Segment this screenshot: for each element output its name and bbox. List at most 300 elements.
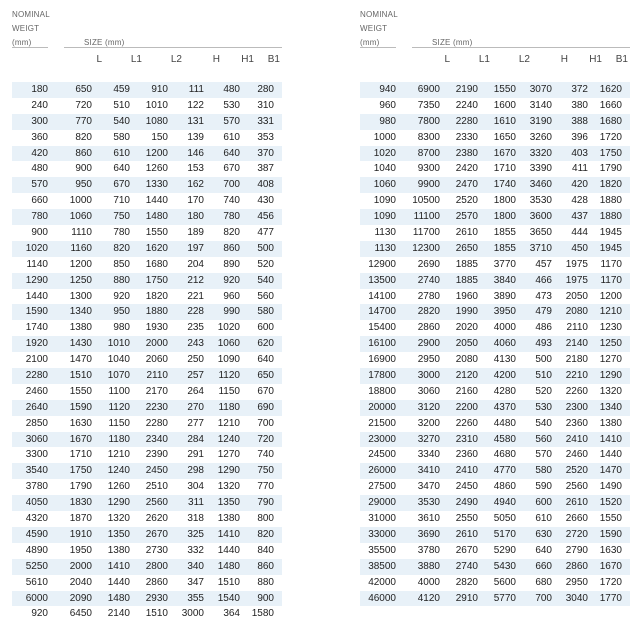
h1-cell: 480 [223,84,240,95]
h1-cell: 450 [571,242,588,254]
l1-cell: 1070 [107,370,130,382]
b1-cell: 280 [257,84,274,95]
l1-cell: 1990 [455,306,478,318]
l2-cell: 1800 [493,211,516,223]
table-body [12,82,282,622]
b1-cell: 1270 [599,354,622,366]
b1-cell: 650 [257,370,274,382]
l2-cell: 1710 [493,163,516,175]
l-cell: 900 [75,163,92,175]
l1-cell: 2550 [455,513,478,525]
l2-cell: 4940 [493,497,516,509]
h-cell: 500 [535,354,552,366]
h1-cell: 740 [223,195,240,207]
b1-cell: 820 [257,528,274,540]
h-cell: 466 [535,274,552,286]
h1-cell: 2300 [565,401,588,413]
nominal-weight-cell: 1920 [25,338,48,350]
b1-cell: 1170 [600,258,622,270]
h-cell: 640 [535,544,552,556]
h1-cell: 444 [571,227,588,239]
l-cell: 2040 [69,576,92,588]
b1-cell: 1230 [599,322,622,334]
l1-cell: 2020 [455,322,478,334]
table-row [12,384,282,400]
table-row [360,384,630,400]
table-row [12,289,282,305]
l2-cell: 4280 [493,385,516,397]
table-row [12,161,282,177]
h-cell: 700 [535,592,552,604]
table-row [360,209,630,225]
l-cell: 1340 [69,306,92,318]
l1-cell: 2650 [455,242,478,254]
h1-cell: 411 [572,163,588,175]
table-row [12,209,282,225]
table-row [12,273,282,289]
l1-cell: 1440 [107,576,130,588]
h-cell: 153 [187,163,204,175]
b1-cell: 1340 [599,401,622,413]
table-row [12,241,282,257]
l1-cell: 1410 [107,560,130,572]
b1-cell: 1720 [599,131,622,143]
table-row [12,146,282,162]
header-rule [12,47,48,48]
h-cell: 3070 [529,84,552,95]
table-row [360,225,630,241]
h-cell: 311 [188,497,204,509]
table-row [360,416,630,432]
l2-cell: 1440 [145,195,168,207]
h1-cell: 1975 [565,274,588,286]
h-cell: 3000 [181,608,204,620]
h1-cell: 700 [223,179,240,191]
l1-cell: 750 [113,211,130,223]
table-row [360,257,630,273]
l-cell: 3470 [417,481,440,493]
l-cell: 2820 [417,306,440,318]
nominal-weight-cell: 29000 [368,497,396,509]
column-header-l: L [96,54,102,65]
table-row [360,479,630,495]
l2-cell: 2000 [145,338,168,350]
nominal-weight-cell: 1090 [373,195,396,207]
nominal-weight-cell: 2850 [25,417,48,429]
l2-cell: 1855 [493,227,516,239]
b1-cell: 520 [257,258,274,270]
table-row [360,591,630,607]
b1-cell: 740 [257,449,274,461]
table-row [360,241,630,257]
table-row [360,177,630,193]
table-body [360,82,630,606]
l-cell: 4120 [417,592,440,604]
h-cell: 473 [535,290,552,302]
h-cell: 180 [187,211,204,223]
nominal-weight-cell: 1000 [373,131,396,143]
nominal-weight-cell: 3780 [25,481,48,493]
l2-cell: 2110 [146,370,168,382]
l2-cell: 150 [151,131,168,143]
h1-cell: 670 [223,163,240,175]
h1-cell: 2180 [565,354,588,366]
l-cell: 1000 [69,195,92,207]
h1-cell: 1510 [217,576,240,588]
h-cell: 146 [187,147,204,159]
table-row [12,543,282,559]
l-cell: 2740 [417,274,440,286]
l-cell: 1250 [69,274,92,286]
l1-cell: 1150 [108,417,130,429]
h-cell: 291 [187,449,204,461]
b1-cell: 1490 [599,481,622,493]
table-row [360,82,630,98]
l2-cell: 2340 [145,433,168,445]
h1-cell: 403 [571,147,588,159]
l2-cell: 1680 [145,258,168,270]
column-header-l1: L1 [130,54,142,65]
l-cell: 1430 [69,338,92,350]
b1-cell: 700 [257,417,274,429]
h1-cell: 2610 [565,497,588,509]
header-rule [64,47,282,48]
l-cell: 1750 [69,465,92,477]
nominal-weight-cell: 23000 [368,433,396,445]
h-cell: 277 [187,417,204,429]
b1-cell: 860 [257,560,274,572]
l2-cell: 1930 [145,322,168,334]
h-cell: 257 [187,370,204,382]
b1-cell: 800 [257,513,274,525]
b1-cell: 720 [257,433,274,445]
h1-cell: 570 [223,115,240,127]
l2-cell: 2390 [145,449,168,461]
l-cell: 8300 [417,131,440,143]
l2-cell: 1550 [493,84,516,95]
h-cell: 340 [187,560,204,572]
column-header-b1: B1 [267,54,280,65]
table-row [12,82,282,98]
h-cell: 610 [535,513,552,525]
l-cell: 1300 [69,290,92,302]
l2-cell: 3770 [493,258,516,270]
nominal-weight-cell: 6000 [25,592,48,604]
nominal-weight-cell: 5610 [25,576,48,588]
b1-cell: 1290 [599,370,622,382]
h1-cell: 2110 [566,322,588,334]
table-row [12,606,282,622]
l-cell: 12300 [412,242,440,254]
l1-cell: 1100 [108,385,130,397]
l1-cell: 2380 [455,147,478,159]
l2-cell: 1820 [145,290,168,302]
h-cell: 630 [535,528,552,540]
l1-cell: 1010 [107,338,130,350]
l2-cell: 5170 [493,528,516,540]
table-row [12,114,282,130]
l-cell: 6900 [417,84,440,95]
l-cell: 3200 [417,417,440,429]
l2-cell: 5290 [493,544,516,556]
h-cell: 660 [535,560,552,572]
l2-cell: 2560 [145,497,168,509]
h-cell: 264 [187,385,204,397]
h1-cell: 2520 [565,465,588,477]
l1-cell: 459 [113,84,130,95]
h-cell: 3320 [529,147,552,159]
nominal-weight-cell: 1740 [25,322,48,334]
table-row [360,368,630,384]
l2-cell: 4770 [493,465,516,477]
l1-cell: 710 [113,195,130,207]
nominal-weight-cell: 940 [379,84,396,95]
table-row [360,400,630,416]
h-cell: 304 [187,481,204,493]
h-cell: 235 [187,322,204,334]
table-row [360,575,630,591]
table-row [360,320,630,336]
b1-cell: 1945 [599,242,622,254]
table-row [360,511,630,527]
l2-cell: 910 [151,84,168,95]
nominal-weight-cell: 1590 [25,306,48,318]
l-cell: 3340 [417,449,440,461]
table-row [12,463,282,479]
l-cell: 6450 [69,608,92,620]
h1-cell: 2410 [565,433,588,445]
l-cell: 950 [75,179,92,191]
table-row [360,146,630,162]
nominal-weight-cell: 570 [31,179,48,191]
h1-cell: 610 [223,131,240,143]
b1-cell: 1680 [599,115,622,127]
h-cell: 122 [187,99,204,111]
h-cell: 270 [187,401,204,413]
column-header-h1: H1 [241,54,254,65]
b1-cell: 1470 [599,465,622,477]
nominal-weight-cell: 1020 [373,147,396,159]
h-cell: 457 [535,258,552,270]
h-cell: 221 [187,290,204,302]
l2-cell: 4060 [493,338,516,350]
l1-cell: 1260 [107,481,130,493]
h-cell: 139 [187,131,204,143]
table-row [360,161,630,177]
column-header-l2: L2 [518,54,530,65]
h1-cell: 1380 [217,513,240,525]
h-cell: 3460 [529,179,552,191]
h1-cell: 920 [223,274,240,286]
h1-cell: 2560 [565,481,588,493]
h-cell: 111 [188,84,204,95]
nominal-weight-cell: 4320 [25,513,48,525]
l2-cell: 3950 [493,306,516,318]
l-cell: 3530 [417,497,440,509]
l2-cell: 5600 [493,576,516,588]
nominal-weight-cell: 960 [379,99,396,111]
nominal-weight-cell: 1090 [373,211,396,223]
h1-cell: 2050 [565,290,588,302]
b1-cell: 600 [257,322,274,334]
b1-cell: 840 [257,544,274,556]
b1-cell: 1250 [599,338,622,350]
l-cell: 7800 [417,115,440,127]
b1-cell: 1200 [599,290,622,302]
l1-cell: 880 [113,274,130,286]
b1-cell: 580 [257,306,274,318]
table-row [360,463,630,479]
table-row [12,98,282,114]
l1-cell: 2160 [455,385,478,397]
nominal-weight-cell: 900 [31,227,48,239]
l1-cell: 1180 [108,433,130,445]
l-cell: 1200 [69,258,92,270]
nominal-weight-cell: 3540 [25,465,48,477]
h-cell: 479 [535,306,552,318]
l-cell: 3060 [417,385,440,397]
table-row [12,447,282,463]
nominal-weight-cell: 2280 [25,370,48,382]
l1-cell: 2140 [107,608,130,620]
h-cell: 3710 [529,242,552,254]
l2-cell: 2170 [145,385,168,397]
l1-cell: 1120 [108,401,130,413]
b1-cell: 1550 [599,513,622,525]
l-cell: 8700 [417,147,440,159]
b1-cell: 690 [257,401,274,413]
l-cell: 11700 [412,227,440,239]
l2-cell: 1880 [145,306,168,318]
l1-cell: 1480 [107,592,130,604]
l2-cell: 5770 [493,592,516,604]
nominal-weight-cell: 31000 [368,513,396,525]
l-cell: 1590 [69,401,92,413]
nominal-weight-cell: 1040 [373,163,396,175]
nominal-weight-cell: 16900 [368,354,396,366]
h-cell: 3140 [529,99,552,111]
l2-cell: 2800 [145,560,168,572]
column-header-h: H [560,54,568,65]
h-cell: 3530 [529,195,552,207]
l1-cell: 2120 [455,370,478,382]
nominal-weight-cell: 21500 [368,417,396,429]
l-cell: 3610 [417,513,440,525]
h1-cell: 1290 [217,465,240,477]
weight-label: WEIGT [360,24,388,33]
h1-cell: 1320 [217,481,240,493]
table-row [360,336,630,352]
l-cell: 2090 [69,592,92,604]
l1-cell: 2280 [455,115,478,127]
l-cell: 650 [75,84,92,95]
h1-cell: 2950 [565,576,588,588]
l2-cell: 2860 [145,576,168,588]
h1-cell: 1020 [217,322,240,334]
l2-cell: 1740 [493,179,516,191]
table-row [12,495,282,511]
h1-cell: 530 [223,99,240,111]
nominal-weight-cell: 3300 [25,449,48,461]
h-cell: 486 [535,322,552,334]
l1-cell: 510 [113,99,130,111]
l1-cell: 850 [113,258,130,270]
l-cell: 3120 [417,401,440,413]
l1-cell: 2360 [455,449,478,461]
b1-cell: 900 [257,592,274,604]
h-cell: 228 [187,306,204,318]
l1-cell: 820 [113,242,130,254]
l-cell: 720 [75,99,92,111]
column-header-l1: L1 [478,54,490,65]
table-row [360,273,630,289]
b1-cell: 310 [257,99,274,111]
b1-cell: 1660 [599,99,622,111]
l1-cell: 950 [113,306,130,318]
h1-cell: 420 [571,179,588,191]
h1-cell: 437 [571,211,588,223]
nominal-weight-cell: 660 [31,195,48,207]
h1-cell: 2140 [565,338,588,350]
b1-cell: 770 [257,481,274,493]
l2-cell: 1080 [145,115,168,127]
nominal-weight-cell: 24500 [368,449,396,461]
l-cell: 3880 [417,560,440,572]
b1-cell: 1170 [600,274,622,286]
h1-cell: 1060 [217,338,240,350]
h-cell: 347 [187,576,204,588]
b1-cell: 1620 [599,84,622,95]
nominal-weight-cell: 480 [31,163,48,175]
l2-cell: 5430 [493,560,516,572]
l2-cell: 1010 [145,99,168,111]
l1-cell: 1380 [107,544,130,556]
b1-cell: 1945 [599,227,622,239]
l-cell: 2690 [417,258,440,270]
b1-cell: 456 [257,211,274,223]
l1-cell: 2080 [455,354,478,366]
l2-cell: 1200 [145,147,168,159]
h-cell: 250 [187,354,204,366]
h-cell: 3390 [529,163,552,175]
l1-cell: 2450 [455,481,478,493]
l2-cell: 1600 [493,99,516,111]
h-cell: 131 [187,115,204,127]
b1-cell: 430 [257,195,274,207]
l1-cell: 1040 [107,354,130,366]
h-cell: 318 [187,513,204,525]
h-cell: 162 [187,179,204,191]
h-cell: 170 [187,195,204,207]
table-row [360,130,630,146]
nominal-weight-cell: 17800 [368,370,396,382]
h1-cell: 1120 [218,370,240,382]
l2-cell: 4580 [493,433,516,445]
nominal-weight-cell: 240 [31,99,48,111]
l-cell: 3410 [417,465,440,477]
l2-cell: 1750 [145,274,168,286]
l2-cell: 2670 [145,528,168,540]
nominal-label: NOMINAL [360,10,398,19]
l-cell: 2000 [69,560,92,572]
b1-cell: 620 [257,338,274,350]
l-cell: 2860 [417,322,440,334]
b1-cell: 1720 [599,576,622,588]
table-row [12,511,282,527]
h-cell: 298 [187,465,204,477]
h1-cell: 2210 [565,370,588,382]
l-cell: 1870 [69,513,92,525]
